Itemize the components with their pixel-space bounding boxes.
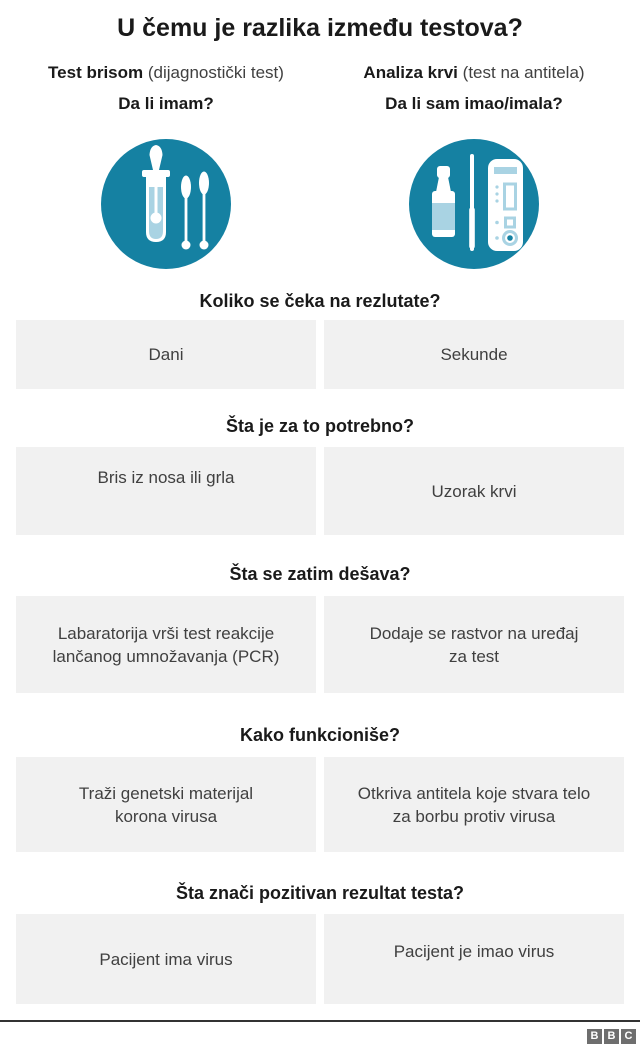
section-what-happens-next bbox=[0, 564, 640, 693]
column-headers bbox=[0, 63, 640, 114]
answer-left: Bris iz nosa ili grla bbox=[16, 447, 316, 535]
footer-divider bbox=[0, 1020, 640, 1022]
swab-test-subtitle: (dijagnostički test) bbox=[147, 63, 284, 82]
blood-test-label bbox=[324, 63, 624, 83]
bbc-logo-block: B bbox=[587, 1029, 602, 1044]
column-blood-test bbox=[324, 63, 624, 114]
section-question: Koliko se čeka na rezlutate? bbox=[199, 291, 441, 311]
swab-test-icon bbox=[101, 139, 231, 269]
section-how-it-works bbox=[0, 725, 640, 852]
answer-right: Sekunde bbox=[324, 320, 624, 389]
blood-test-name: Analiza krvi bbox=[363, 63, 458, 82]
bbc-logo-block: B bbox=[604, 1029, 619, 1044]
bbc-logo bbox=[0, 1029, 640, 1044]
section-positive-result bbox=[0, 883, 640, 1004]
answer-left: Traži genetski materijal korona virusa bbox=[16, 757, 316, 852]
page-title: U čemu je razlika između testova? bbox=[117, 14, 523, 42]
swab-test-name: Test brisom bbox=[48, 63, 144, 82]
swab-test-question: Da li imam? bbox=[118, 94, 214, 113]
bbc-logo-block: C bbox=[621, 1029, 636, 1044]
section-question: Šta je za to potrebno? bbox=[225, 416, 414, 436]
section-question: Šta znači pozitivan rezultat testa? bbox=[175, 883, 465, 903]
section-question: Šta se zatim dešava? bbox=[229, 564, 411, 584]
blood-test-icon bbox=[409, 139, 539, 269]
answer-right: Otkriva antitela koje stvara telo za borbu protiv virusa bbox=[324, 757, 624, 852]
icon-row bbox=[0, 139, 640, 269]
column-swab-test bbox=[16, 63, 316, 114]
swab-test-label bbox=[16, 63, 316, 83]
answer-right: Dodaje se rastvor na uređaj za test bbox=[324, 596, 624, 693]
blood-test-subtitle: (test na antitela) bbox=[462, 63, 585, 82]
answer-left: Dani bbox=[16, 320, 316, 389]
section-question: Kako funkcioniše? bbox=[239, 725, 401, 745]
blood-test-question: Da li sam imao/imala? bbox=[385, 94, 563, 113]
answer-left: Labaratorija vrši test reakcije lančanog umnožavanja (PCR) bbox=[16, 596, 316, 693]
section-results-wait bbox=[0, 291, 640, 389]
section-what-needed bbox=[0, 416, 640, 535]
answer-left: Pacijent ima virus bbox=[16, 914, 316, 1004]
answer-right: Uzorak krvi bbox=[324, 447, 624, 535]
infographic-page bbox=[0, 13, 640, 1060]
answer-right: Pacijent je imao virus bbox=[324, 914, 624, 1004]
